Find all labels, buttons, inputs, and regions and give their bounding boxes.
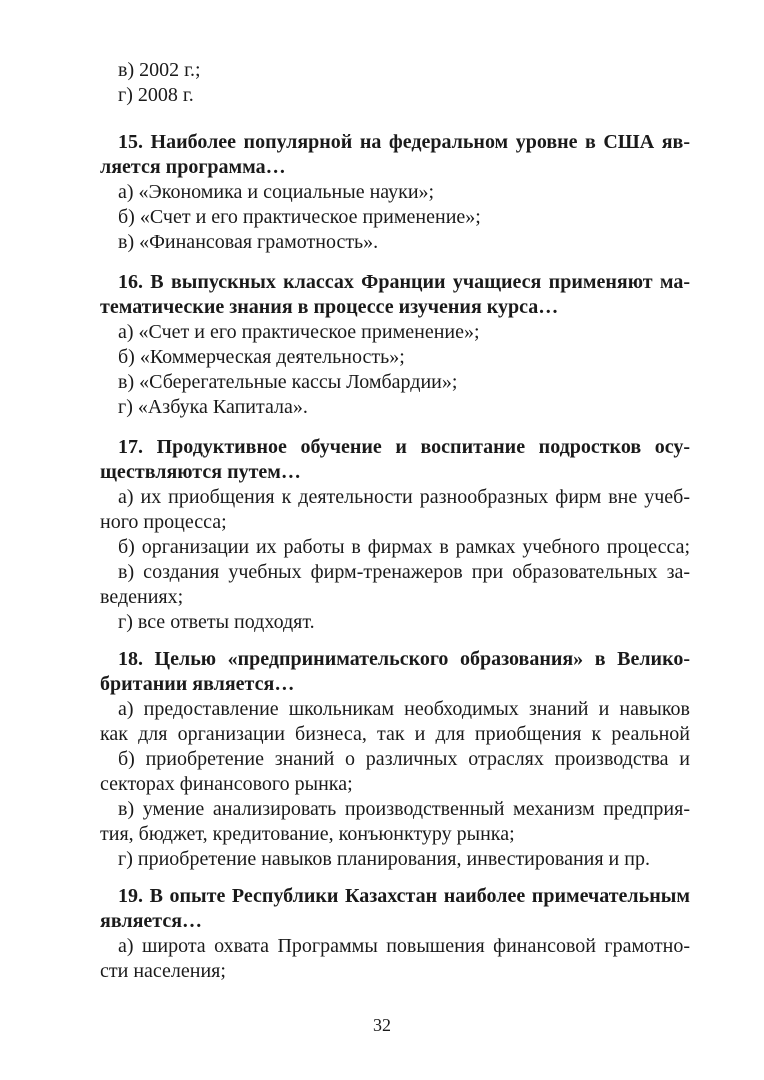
option-line: г) приобретение навыков планирования, инвестирования и пр. (118, 848, 650, 870)
question-text: 19. В опыте Республики Казахстан наиболее примечательным (118, 885, 690, 907)
question-17 (100, 435, 690, 635)
question-18 (100, 647, 690, 872)
option-line: в) «Финансовая грамотность». (118, 231, 379, 253)
option-line: в) «Сберегательные кассы Ломбардии»; (118, 371, 458, 393)
option-line: в) умение анализировать производственный механизм предприя- (118, 798, 690, 820)
option-line: г) все ответы подходят. (118, 611, 315, 633)
option-line: а) их приобщения к деятельности разнообразных фирм вне учеб- (118, 486, 690, 508)
option-line: г) 2008 г. (118, 84, 194, 106)
option-line: ведениях; (100, 586, 184, 608)
option-line: б) «Коммерческая деятельность»; (118, 346, 405, 368)
option-line: секторах финансового рынка; (100, 773, 353, 795)
page-number: 32 (373, 1015, 391, 1035)
option-line: а) «Экономика и социальные науки»; (118, 181, 435, 203)
option-line: б) приобретение знаний о различных отраслях производства и (118, 748, 690, 770)
option-line: а) широта охвата Программы повышения финансовой грамотно- (118, 935, 690, 957)
option-line: а) предоставление школьникам необходимых знаний и навыков (118, 698, 690, 720)
question-text: 17. Продуктивное обучение и воспитание подростков осу- (118, 436, 690, 458)
question-19 (100, 884, 690, 984)
option-line: г) «Азбука Капитала». (118, 396, 308, 418)
option-line: б) «Счет и его практическое применение»; (118, 206, 481, 228)
question-16 (100, 270, 690, 420)
option-line: б) организации их работы в фирмах в рамках учебного процесса; (118, 536, 690, 558)
question-15 (100, 130, 690, 255)
question-text: тематические знания в процессе изучения курса… (100, 296, 559, 318)
option-line: как для организации бизнеса, так и для приобщения к реальной (100, 723, 690, 745)
question-text: 16. В выпускных классах Франции учащиеся применяют ма- (118, 271, 690, 293)
option-line: тия, бюджет, кредитование, конъюнктуру рынка; (100, 823, 515, 845)
option-line: сти населения; (100, 960, 226, 982)
question-text: 18. Целью «предпринимательского образования» в Велико- (118, 648, 690, 670)
option-line: а) «Счет и его практическое применение»; (118, 321, 480, 343)
question-text: 15. Наиболее популярной на федеральном уровне в США яв- (118, 131, 690, 153)
option-line: в) создания учебных фирм-тренажеров при образовательных за- (118, 561, 690, 583)
option-line: ного процесса; (100, 511, 227, 533)
continued-options (100, 58, 690, 108)
question-text: британии является… (100, 673, 295, 695)
option-line: в) 2002 г.; (118, 59, 201, 81)
question-text: ляется программа… (100, 156, 286, 178)
question-text: является… (100, 910, 203, 932)
question-text: ществляются путем… (100, 461, 301, 483)
